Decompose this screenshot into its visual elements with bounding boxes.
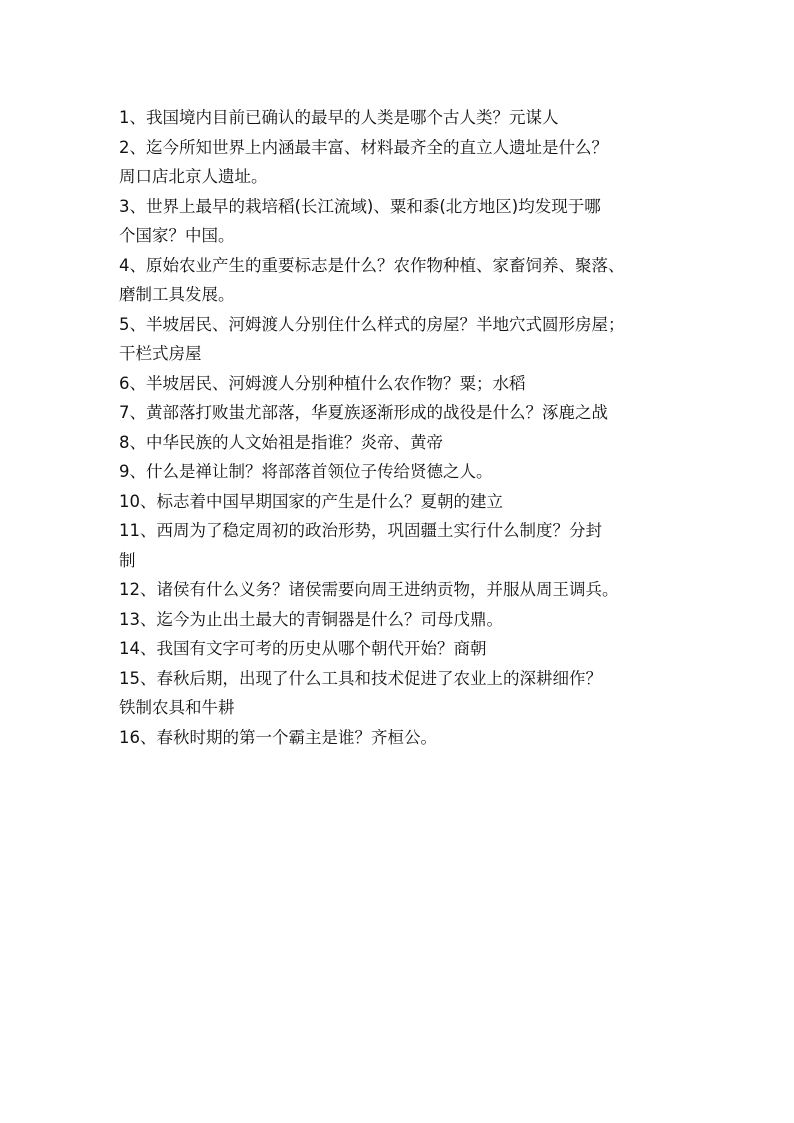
document-page (119, 103, 689, 752)
text-line: 14、我国有文字可考的历史从哪个朝代开始？商朝 (119, 639, 487, 658)
text-line: 制 (119, 550, 136, 570)
text-line: 个国家？中国。 (119, 226, 235, 245)
text-line: 9、什么是禅让制？将部落首领位子传给贤德之人。 (119, 462, 493, 481)
text-line: 6、半坡居民、河姆渡人分别种植什么农作物？粟；水稻 (119, 373, 526, 393)
text-line: 16、春秋时期的第一个霸主是谁？齐桓公。 (119, 727, 437, 747)
text-line: 4、原始农业产生的重要标志是什么？农作物种植、家畜饲养、聚落、 (119, 255, 625, 275)
text-line: 11、西周为了稳定周初的政治形势，巩固疆土实行什么制度？分封 (119, 521, 602, 540)
text-line: 3、世界上最早的栽培稻(长江流域)、粟和黍(北方地区)均发现于哪 (119, 196, 601, 216)
text-line: 1、我国境内目前已确认的最早的人类是哪个古人类？元谋人 (119, 108, 559, 127)
text-line: 7、黄部落打败蚩尤部落，华夏族逐渐形成的战役是什么？涿鹿之战 (119, 403, 608, 422)
text-line: 周口店北京人遗址。 (119, 167, 268, 186)
text-line: 8、中华民族的人文始祖是指谁？炎帝、黄帝 (119, 432, 443, 452)
text-line: 磨制工具发展。 (119, 285, 235, 304)
text-line: 13、迄今为止出土最大的青铜器是什么？司母戊鼎。 (119, 609, 503, 629)
text-line: 12、诸侯有什么义务？诸侯需要向周王进纳贡物，并服从周王调兵。 (119, 580, 619, 599)
text-line: 铁制农具和牛耕 (119, 698, 235, 717)
text-line: 15、春秋后期，出现了什么工具和技术促进了农业上的深耕细作？ (119, 668, 602, 688)
text-line: 2、迄今所知世界上内涵最丰富、材料最齐全的直立人遗址是什么？ (119, 137, 608, 157)
text-line: 干栏式房屋 (119, 344, 202, 363)
text-line: 5、半坡居民、河姆渡人分别住什么样式的房屋？半地穴式圆形房屋； (119, 314, 625, 334)
text-line: 10、标志着中国早期国家的产生是什么？夏朝的建立 (119, 491, 503, 511)
